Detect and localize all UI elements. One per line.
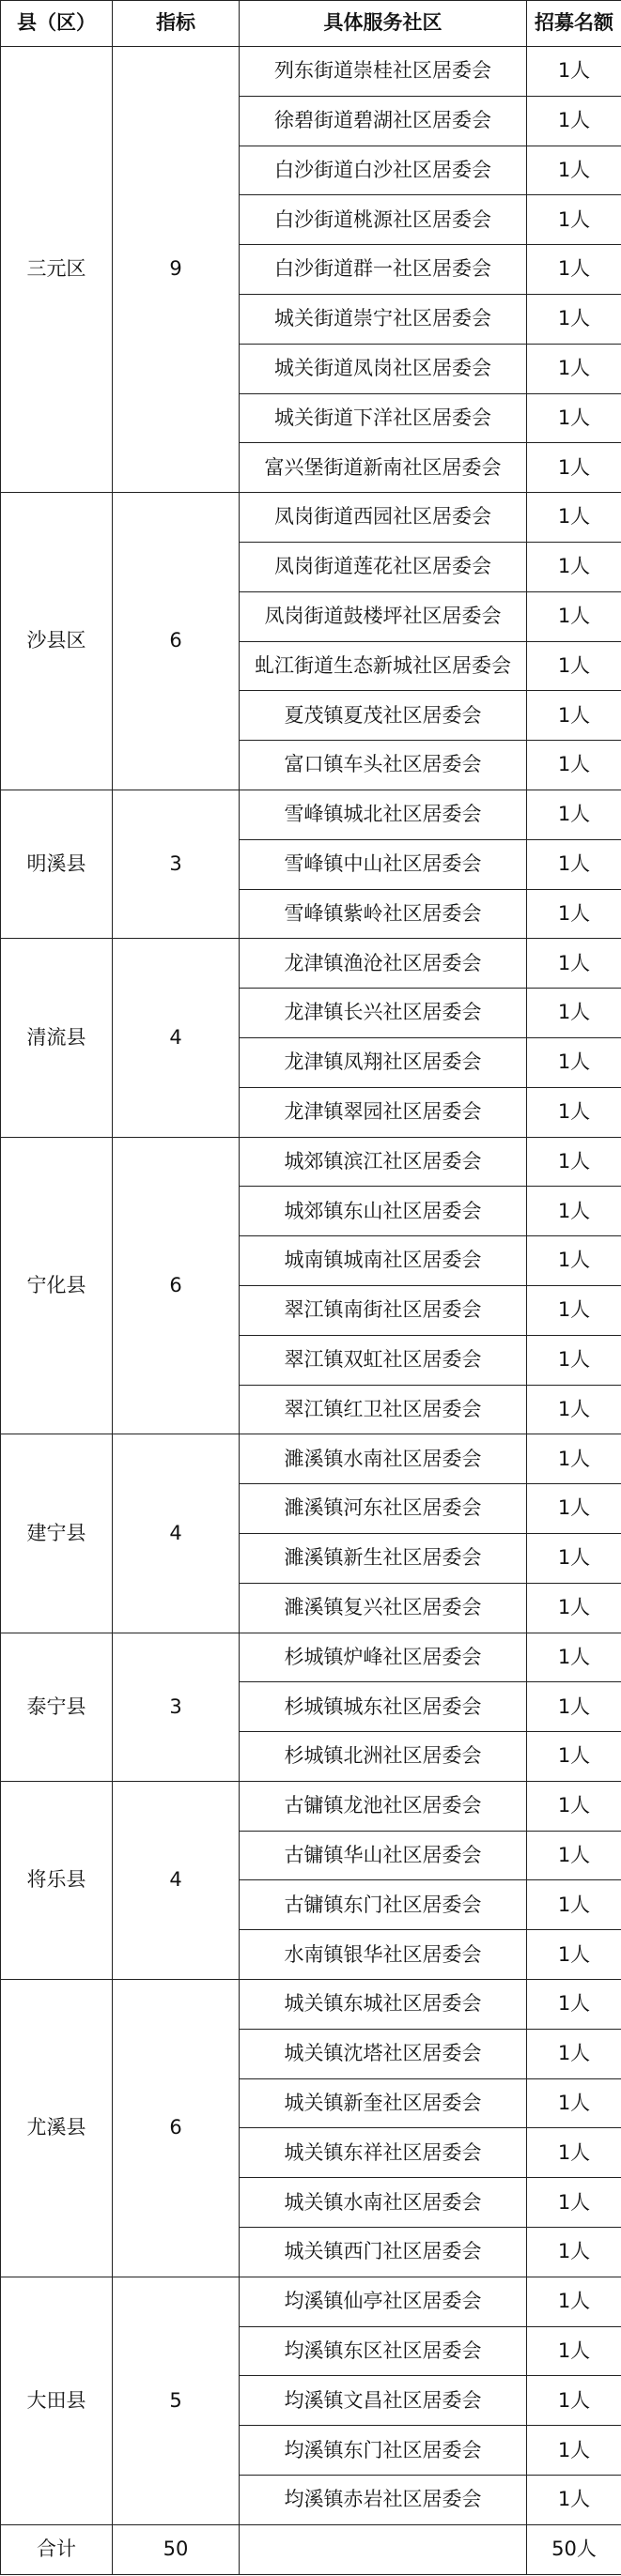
recruit-cell: 1人 [527,1087,621,1137]
county-cell: 沙县区 [1,493,113,790]
community-cell: 城关街道崇宁社区居委会 [240,294,527,344]
community-cell: 濉溪镇水南社区居委会 [240,1434,527,1484]
quota-cell: 3 [113,1633,240,1781]
table-row [1,1137,621,1187]
community-cell: 均溪镇仙亭社区居委会 [240,2277,527,2326]
community-cell: 白沙街道桃源社区居委会 [240,195,527,245]
county-cell: 尤溪县 [1,1980,113,2277]
community-cell: 列东街道崇桂社区居委会 [240,47,527,97]
recruit-cell: 1人 [527,393,621,443]
county-cell: 建宁县 [1,1434,113,1633]
community-cell: 均溪镇文昌社区居委会 [240,2376,527,2426]
recruit-cell: 1人 [527,2376,621,2426]
recruit-cell: 1人 [527,889,621,939]
header-recruit: 招募名额 [527,1,621,47]
recruit-cell: 1人 [527,2029,621,2078]
community-cell: 城关镇东城社区居委会 [240,1980,527,2030]
community-cell: 城南镇城南社区居委会 [240,1236,527,1286]
table-row [1,47,621,97]
community-cell: 杉城镇城东社区居委会 [240,1682,527,1732]
recruit-cell: 1人 [527,1187,621,1236]
recruit-cell: 1人 [527,47,621,97]
header-county: 县（区） [1,1,113,47]
community-cell: 虬江街道生态新城社区居委会 [240,641,527,691]
community-cell: 雪峰镇城北社区居委会 [240,790,527,839]
community-cell: 城郊镇滨江社区居委会 [240,1137,527,1187]
county-cell: 大田县 [1,2277,113,2524]
total-label: 合计 [1,2524,113,2574]
table-row [1,2277,621,2326]
community-cell: 翠江镇双虹社区居委会 [240,1335,527,1385]
total-row [1,2524,621,2574]
quota-cell: 3 [113,790,240,938]
community-cell: 白沙街道白沙社区居委会 [240,146,527,195]
county-cell: 清流县 [1,939,113,1137]
table-body [1,47,621,2525]
recruit-cell: 1人 [527,591,621,641]
community-cell: 均溪镇东区社区居委会 [240,2326,527,2376]
community-cell: 富口镇车头社区居委会 [240,741,527,790]
recruit-cell: 1人 [527,2228,621,2277]
community-cell: 城关镇东祥社区居委会 [240,2128,527,2178]
recruit-cell: 1人 [527,2178,621,2228]
recruit-cell: 1人 [527,245,621,295]
recruit-cell: 1人 [527,1484,621,1534]
recruit-cell: 1人 [527,1236,621,1286]
quota-cell: 4 [113,1781,240,1979]
recruit-cell: 1人 [527,1434,621,1484]
table-row [1,790,621,839]
community-cell: 濉溪镇河东社区居委会 [240,1484,527,1534]
quota-cell: 5 [113,2277,240,2524]
total-quota: 50 [113,2524,240,2574]
table-row [1,1781,621,1831]
community-cell: 龙津镇长兴社区居委会 [240,989,527,1038]
community-cell: 城关街道下洋社区居委会 [240,393,527,443]
recruit-cell: 1人 [527,493,621,543]
recruit-cell: 1人 [527,2476,621,2525]
community-cell: 城关镇沈塔社区居委会 [240,2029,527,2078]
community-cell: 濉溪镇复兴社区居委会 [240,1583,527,1633]
community-cell: 均溪镇东门社区居委会 [240,2426,527,2476]
quota-cell: 4 [113,1434,240,1633]
recruit-cell: 1人 [527,96,621,146]
header-community: 具体服务社区 [240,1,527,47]
quota-cell: 4 [113,939,240,1137]
recruit-cell: 1人 [527,1980,621,2030]
recruit-cell: 1人 [527,2326,621,2376]
community-cell: 龙津镇渔沧社区居委会 [240,939,527,989]
county-cell: 三元区 [1,47,113,493]
community-cell: 翠江镇红卫社区居委会 [240,1385,527,1434]
community-cell: 富兴堡街道新南社区居委会 [240,443,527,493]
recruit-cell: 1人 [527,1285,621,1335]
header-row [1,1,621,47]
community-cell: 城关街道凤岗社区居委会 [240,344,527,393]
recruit-cell: 1人 [527,1781,621,1831]
community-cell: 古镛镇龙池社区居委会 [240,1781,527,1831]
total-recruit: 50人 [527,2524,621,2574]
recruit-cell: 1人 [527,1880,621,1930]
community-cell: 凤岗街道莲花社区居委会 [240,542,527,591]
community-cell: 龙津镇翠园社区居委会 [240,1087,527,1137]
recruit-cell: 1人 [527,2128,621,2178]
community-cell: 古镛镇华山社区居委会 [240,1831,527,1880]
recruit-cell: 1人 [527,939,621,989]
recruit-cell: 1人 [527,1037,621,1087]
county-cell: 将乐县 [1,1781,113,1979]
community-cell: 白沙街道群一社区居委会 [240,245,527,295]
community-cell: 城关镇水南社区居委会 [240,2178,527,2228]
community-cell: 杉城镇炉峰社区居委会 [240,1633,527,1682]
recruit-cell: 1人 [527,839,621,889]
recruit-cell: 1人 [527,195,621,245]
recruit-cell: 1人 [527,989,621,1038]
recruit-cell: 1人 [527,1831,621,1880]
recruit-cell: 1人 [527,1137,621,1187]
table-row [1,1434,621,1484]
community-cell: 徐碧街道碧湖社区居委会 [240,96,527,146]
community-cell: 水南镇银华社区居委会 [240,1930,527,1980]
recruit-cell: 1人 [527,443,621,493]
recruit-cell: 1人 [527,2078,621,2128]
table-footer [1,2524,621,2574]
community-cell: 均溪镇赤岩社区居委会 [240,2476,527,2525]
quota-cell: 6 [113,1137,240,1434]
quota-cell: 9 [113,47,240,493]
recruit-cell: 1人 [527,1385,621,1434]
recruit-cell: 1人 [527,1533,621,1583]
community-cell: 凤岗街道西园社区居委会 [240,493,527,543]
recruit-cell: 1人 [527,1633,621,1682]
quota-cell: 6 [113,493,240,790]
recruit-cell: 1人 [527,344,621,393]
recruit-cell: 1人 [527,1682,621,1732]
county-cell: 泰宁县 [1,1633,113,1781]
community-cell: 翠江镇南街社区居委会 [240,1285,527,1335]
recruit-cell: 1人 [527,691,621,741]
recruit-cell: 1人 [527,542,621,591]
recruit-cell: 1人 [527,1930,621,1980]
quota-cell: 6 [113,1980,240,2277]
table-header [1,1,621,47]
county-cell: 明溪县 [1,790,113,938]
community-cell: 龙津镇凤翔社区居委会 [240,1037,527,1087]
recruit-cell: 1人 [527,1335,621,1385]
community-cell: 城关镇西门社区居委会 [240,2228,527,2277]
community-cell: 杉城镇北洲社区居委会 [240,1732,527,1782]
recruit-cell: 1人 [527,741,621,790]
county-cell: 宁化县 [1,1137,113,1434]
recruit-cell: 1人 [527,790,621,839]
table-row [1,939,621,989]
table-row [1,1980,621,2030]
community-cell: 雪峰镇紫岭社区居委会 [240,889,527,939]
recruit-cell: 1人 [527,146,621,195]
table-row [1,1633,621,1682]
recruit-cell: 1人 [527,2426,621,2476]
recruit-cell: 1人 [527,2277,621,2326]
community-cell: 古镛镇东门社区居委会 [240,1880,527,1930]
community-cell: 凤岗街道鼓楼坪社区居委会 [240,591,527,641]
recruit-cell: 1人 [527,641,621,691]
community-cell: 雪峰镇中山社区居委会 [240,839,527,889]
community-cell: 夏茂镇夏茂社区居委会 [240,691,527,741]
total-community [240,2524,527,2574]
recruit-cell: 1人 [527,294,621,344]
table-row [1,493,621,543]
community-cell: 濉溪镇新生社区居委会 [240,1533,527,1583]
recruit-cell: 1人 [527,1583,621,1633]
community-cell: 城郊镇东山社区居委会 [240,1187,527,1236]
header-quota: 指标 [113,1,240,47]
community-cell: 城关镇新奎社区居委会 [240,2078,527,2128]
recruit-cell: 1人 [527,1732,621,1782]
